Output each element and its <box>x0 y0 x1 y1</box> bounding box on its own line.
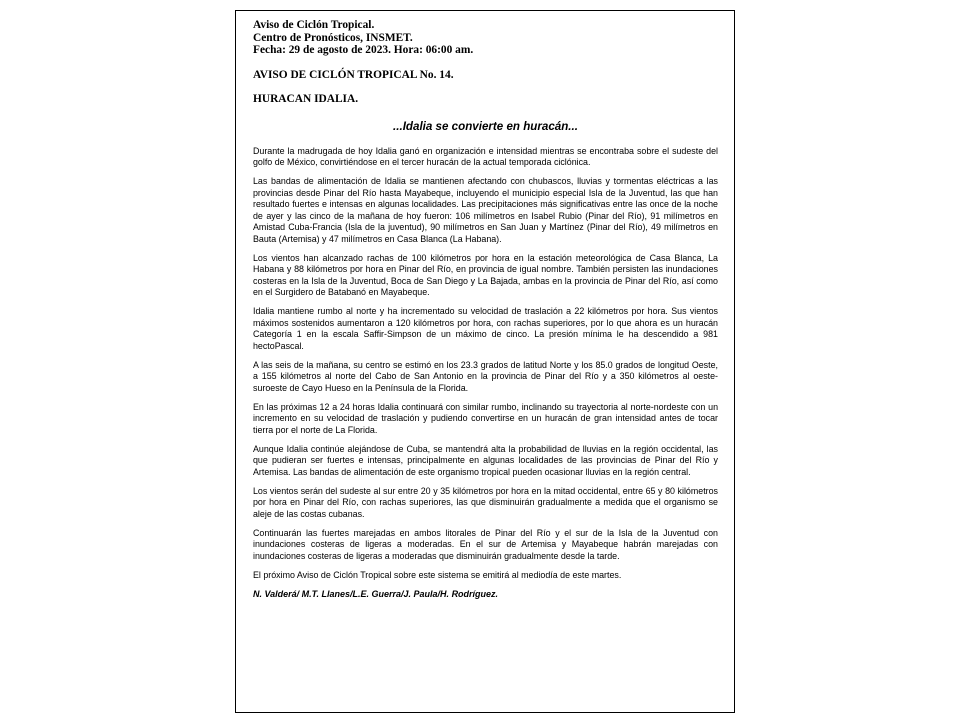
header-date: Fecha: 29 de agosto de 2023. Hora: 06:00 am. <box>253 44 474 57</box>
header-title: Aviso de Ciclón Tropical. <box>253 19 375 31</box>
paragraph: Idalia mantiene rumbo al norte y ha incrementado su velocidad de traslación a 22 kilómetros por hora. Sus vientos máximos sostenidos aumentaron a 120 kilómetros por hora, con rachas superiores, por lo que ahora es un huracán Categoría 1 en la escala Saffir-Simpson de un máximo de cinco. La presión mínima le ha descendido a 981 hectoPascal. <box>253 306 718 351</box>
paragraph: Continuarán las fuertes marejadas en ambos litorales de Pinar del Río y el sur de la Isla de la Juventud con inundaciones costeras de ligeras a moderadas. En el sur de Artemisa y Mayabeque habrán marejadas con inundaciones costeras de ligeras a moderadas que disminuirán gradualmente desde la tarde. <box>253 527 718 561</box>
signature: N. Valderá/ M.T. Llanes/L.E. Guerra/J. Paula/H. Rodríguez. <box>253 588 499 599</box>
document-page <box>235 10 735 713</box>
paragraph: A las seis de la mañana, su centro se estimó en los 23.3 grados de latitud Norte y los 85.0 grados de longitud Oeste, a 155 kilómetros al norte del Cabo de San Antonio en la provincia de Pinar del Río y a 350 kilómetros al oeste-suroeste de Cayo Hueso en la Península de la Florida. <box>253 359 718 393</box>
storm-name: HURACAN IDALIA. <box>253 93 359 106</box>
notice-number: AVISO DE CICLÓN TROPICAL No. 14. <box>253 68 454 81</box>
paragraph: Los vientos serán del sudeste al sur entre 20 y 35 kilómetros por hora en la mitad occidental, entre 65 y 80 kilómetros por hora en Pinar del Río, con rachas superiores, las que disminuirán gradualmente a medida que el organismo se aleje de las costas cubanas. <box>253 485 718 519</box>
paragraph: Los vientos han alcanzado rachas de 100 kilómetros por hora en la estación meteorológica de Casa Blanca, La Habana y 88 kilómetros por hora en Pinar del Río, en provincia de igual nombre. También persisten las inundaciones costeras en la Isla de la Juventud, Boca de San Diego y La Bajada, ambas en la provincia de Pinar del Río, así como en el Surgidero de Batabanó en Mayabeque. <box>253 252 718 298</box>
paragraph: En las próximas 12 a 24 horas Idalia continuará con similar rumbo, inclinando su trayectoria al norte-nordeste con un incremento en su velocidad de traslación y pudiendo convertirse en un huracán de gran intensidad antes de tocar tierra por el norte de La Florida. <box>253 401 718 435</box>
header-center: Centro de Pronósticos, INSMET. <box>253 31 413 44</box>
paragraph: Las bandas de alimentación de Idalia se mantienen afectando con chubascos, lluvias y tormentas eléctricas a las provincias desde Pinar del Río hasta Mayabeque, incluyendo el municipio especial Isla de la Juventud, las que han resultado fuertes e intensas en algunas localidades. Las precipitaciones más significativas entre las once de la noche de ayer y las cinco de la mañana de hoy fueron: 106 milímetros en Isabel Rubio (Pinar del Río), 91 milímetros en Amistad Cuba-Francia (Isla de la juventud), 90 milímetros en San Juan y Martínez (Pinar del Río), 49 milímetros en Bauta (Artemisa) y 47 milímetros en Casa Blanca (La Habana). <box>253 176 718 244</box>
paragraph: Durante la madrugada de hoy Idalia ganó en organización e intensidad mientras se encontraba sobre el sudeste del golfo de México, convirtiéndose en el tercer huracán de la actual temporada ciclónica. <box>253 145 718 168</box>
paragraph: El próximo Aviso de Ciclón Tropical sobre este sistema se emitirá al mediodía de este martes. <box>253 569 622 580</box>
paragraph: Aunque Idalia continúe alejándose de Cuba, se mantendrá alta la probabilidad de lluvias en la región occidental, las que pudieran ser fuertes e intensas, principalmente en algunas localidades de las provincias de Pinar del Río y Artemisa. Las bandas de alimentación de este organismo tropical pueden ocasionar lluvias en la región central. <box>253 443 718 477</box>
headline: ...Idalia se convierte en huracán... <box>393 119 578 133</box>
